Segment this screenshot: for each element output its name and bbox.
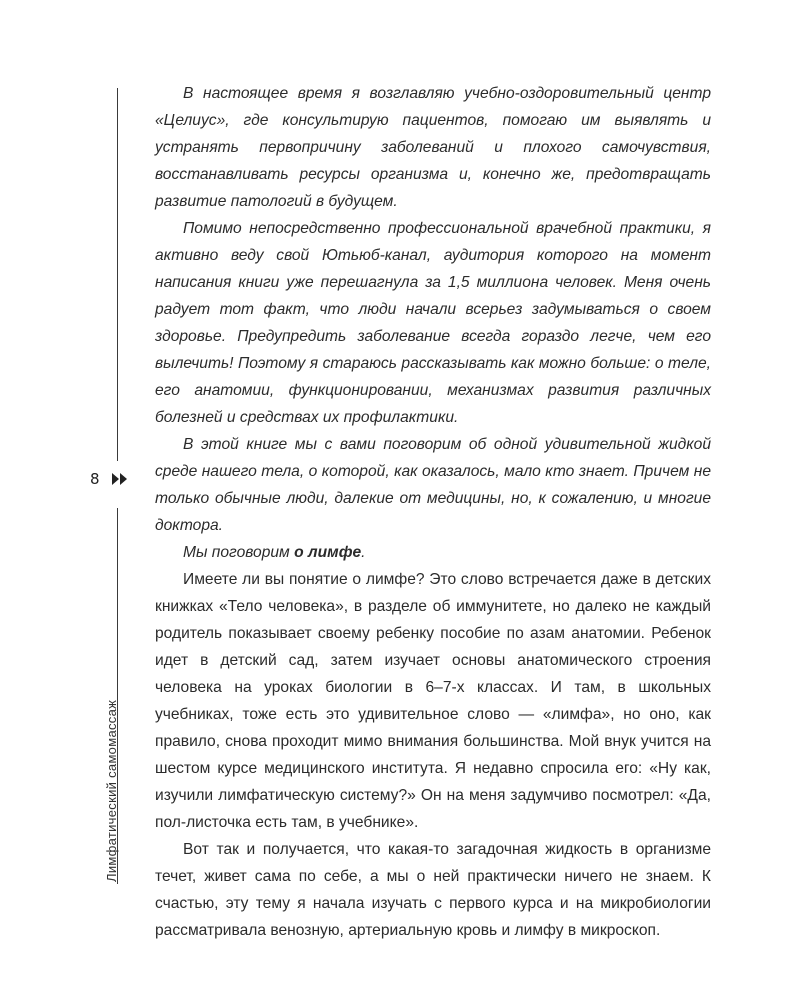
- double-chevron-right-icon: [110, 472, 130, 486]
- body-text: [155, 80, 711, 944]
- paragraph-1: В настоящее время я возглавляю учебно-оздоровительный центр «Целиус», где консультирую пациентов, помогаю им выявлять и устранять первопричину заболеваний и плохого самочувствия, восстанавливать ресурсы организма и, конечно же, предотвращать развитие патологий в будущем.: [155, 85, 711, 210]
- paragraph-2: Помимо непосредственно профессиональной врачебной практики, я активно веду свой Ютьюб-канал, аудитория которого на момент написания книги уже перешагнула за 1,5 миллиона человек. Меня очень радует тот факт, что люди начали всерьез задумываться о своем здоровье. Предупредить заболевание всегда гораздо легче, чем его вылечить! Поэтому я стараюсь рассказывать как можно больше: о теле, его анатомии, функционировании, механизмах развития различных болезней и средствах их профилактики.: [155, 220, 711, 426]
- paragraph-4-lead: Мы поговорим: [183, 544, 295, 561]
- page-number: 8: [90, 470, 100, 488]
- paragraph-5: Имеете ли вы понятие о лимфе? Это слово встречается даже в детских книжках «Тело человека», в разделе об иммунитете, но далеко не каждый родитель показывает своему ребенку пособие по азам анатомии. Ребенок идет в детский сад, затем изучает основы анатомического строения человека на уроках биологии в 6–7-х классах. И там, в школьных учебниках, тоже есть это удивительное слово — «лимфа», но оно, как правило, снова проходит мимо внимания большинства. Мой внук учится на шестом курсе медицинского института. Я недавно спросила его: «Ну как, изучили лимфатическую систему?» Он на меня задумчиво посмотрел: «Да, пол-листочка есть там, в учебнике».: [155, 571, 711, 831]
- paragraph-6: Вот так и получается, что какая-то загадочная жидкость в организме течет, живет сама по себе, а мы о ней практически ничего не знаем. К счастью, эту тему я начала изучать с первого курса и на микробиологии рассматривала венозную, артериальную кровь и лимфу в микроскоп.: [155, 841, 711, 939]
- paragraph-3: В этой книге мы с вами поговорим об одной удивительной жидкой среде нашего тела, о которой, как оказалось, мало кто знает. Причем не только обычные люди, далекие от медицины, но, к сожалению, и многие доктора.: [155, 436, 711, 534]
- running-title: Лимфатический самомассаж: [104, 699, 119, 882]
- paragraph-4-end: .: [361, 544, 366, 561]
- paragraph-4: [155, 539, 711, 566]
- margin-rule-top: [117, 88, 118, 461]
- paragraph-4-bold: о лимфе: [294, 544, 362, 561]
